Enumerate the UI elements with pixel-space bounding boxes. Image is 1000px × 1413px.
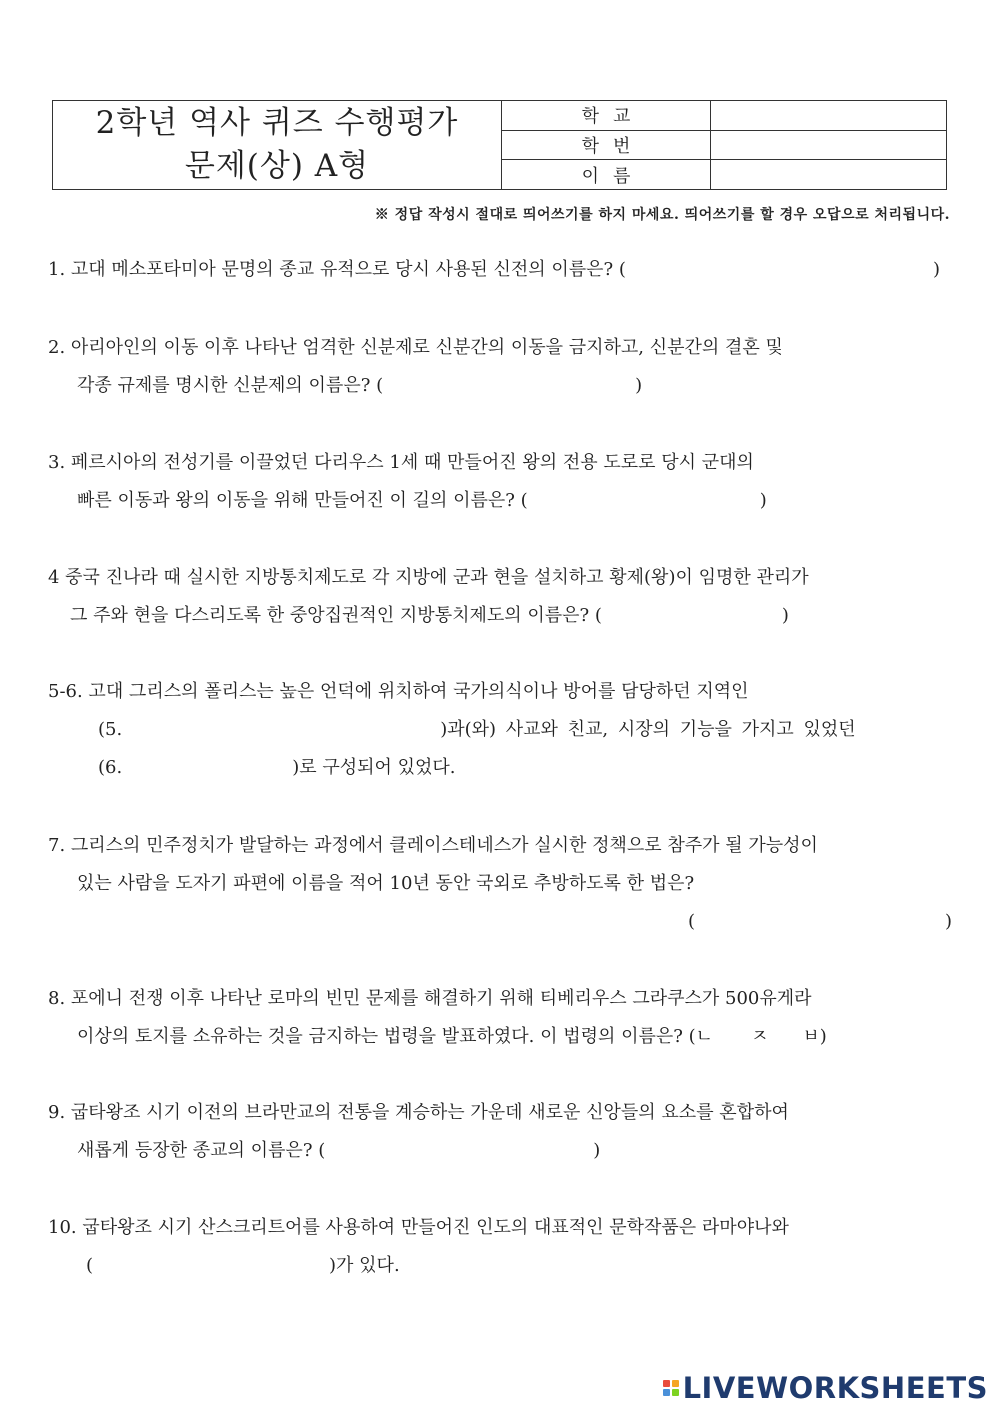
hint-bieup: ㅂ): [802, 1026, 827, 1047]
blank-close: ): [944, 911, 952, 932]
blank-close: ): [635, 375, 643, 396]
blank-open: (: [687, 911, 695, 932]
question-text: 있는 사람을 도자기 파편에 이름을 적어 10년 동안 국외로 추방하도록 한 법은?: [77, 873, 695, 894]
answer-blank-3[interactable]: [528, 482, 760, 520]
question-text: 9. 굽타왕조 시기 이전의 브라만교의 전통을 계승하는 가운데 새로운 신앙들의 요소를 혼합하여: [48, 1102, 789, 1123]
question-text: 이상의 토지를 소유하는 것을 금지하는 법령을 발표하였다. 이 법령의 이름은? (ㄴ: [77, 1026, 714, 1047]
question-text: 그 주와 현을 다스리도록 한 중앙집권적인 지방통치제도의 이름은? (: [70, 605, 602, 626]
logo-text: LIVEWORKSHEETS: [682, 1371, 988, 1405]
question-text: 빠른 이동과 왕의 이동을 위해 만들어진 이 길의 이름은? (: [77, 490, 528, 511]
question-text: )가 있다.: [329, 1255, 400, 1276]
question-9: [48, 1094, 952, 1170]
question-text: 5-6. 고대 그리스의 폴리스는 높은 언덕에 위치하여 국가의식이나 방어를 담당하던 지역인: [48, 681, 749, 702]
question-10: [48, 1209, 952, 1285]
answer-blank-8a[interactable]: [713, 1018, 751, 1056]
info-label: 학교: [502, 101, 711, 130]
answer-blank-9[interactable]: [325, 1132, 593, 1170]
blank-open-10: (: [86, 1255, 94, 1276]
answer-blank-5[interactable]: [122, 711, 440, 749]
answer-blank-8b[interactable]: [768, 1018, 802, 1056]
question-text: )과(와) 사교와 친교, 시장의 기능을 가지고 있었던: [440, 719, 856, 740]
question-text: 8. 포에니 전쟁 이후 나타난 로마의 빈민 문제를 해결하기 위해 티베리우스 그라쿠스가 500유게라: [48, 988, 812, 1009]
question-7: [48, 827, 952, 941]
question-text: 각종 규제를 명시한 신분제의 이름은? (: [77, 375, 384, 396]
answer-blank-1[interactable]: [626, 251, 933, 289]
info-row-name: [502, 160, 946, 189]
blank-close: ): [781, 605, 789, 626]
info-label: 학번: [502, 131, 711, 160]
question-text: 7. 그리스의 민주정치가 발달하는 과정에서 클레이스테네스가 실시한 정책으로 참주가 될 가능성이: [48, 835, 818, 856]
question-3: [48, 444, 952, 520]
info-label: 이름: [502, 160, 711, 189]
answer-blank-2[interactable]: [383, 367, 635, 405]
question-text: 4 중국 진나라 때 실시한 지방통치제도로 각 지방에 군과 현을 설치하고 황제(왕)이 임명한 관리가: [48, 567, 809, 588]
question-text: 1. 고대 메소포타미아 문명의 종교 유적으로 당시 사용된 신전의 이름은? (: [48, 259, 626, 280]
title-line-2: 문제(상) A형: [184, 148, 370, 184]
title-line-1: 2학년 역사 퀴즈 수행평가: [95, 105, 459, 141]
question-text: 10. 굽타왕조 시기 산스크리트어를 사용하여 만들어진 인도의 대표적인 문학작품은 라마야나와: [48, 1217, 789, 1238]
student-info: [502, 101, 946, 189]
question-4: [48, 559, 952, 635]
question-2: [48, 329, 952, 405]
info-row-school: [502, 101, 946, 131]
question-text: 새롭게 등장한 종교의 이름은? (: [77, 1140, 326, 1161]
liveworksheets-logo: [663, 1371, 988, 1405]
info-row-student-number: [502, 131, 946, 161]
header-table: [52, 100, 947, 190]
question-text: 2. 아리아인의 이동 이후 나타난 엄격한 신분제로 신분간의 이동을 금지하고, 신분간의 결혼 및: [48, 337, 783, 358]
question-text: )로 구성되어 있었다.: [292, 757, 456, 778]
question-text: 3. 페르시아의 전성기를 이끌었던 다리우스 1세 때 만들어진 왕의 전용 도로로 당시 군대의: [48, 452, 754, 473]
question-8: [48, 980, 952, 1056]
school-field[interactable]: [711, 101, 946, 130]
blank-close: ): [932, 259, 940, 280]
answer-blank-7[interactable]: [695, 903, 945, 941]
blank-close: ): [593, 1140, 601, 1161]
spacing-notice: ※ 정답 작성시 절대로 띄어쓰기를 하지 마세요. 띄어쓰기를 할 경우 오답으로 처리됩니다.: [374, 207, 950, 223]
blank-open-5: (5.: [98, 719, 123, 740]
worksheet-title: [53, 101, 502, 189]
answer-blank-4[interactable]: [602, 597, 782, 635]
question-5-6: [48, 673, 952, 787]
name-field[interactable]: [711, 160, 946, 189]
student-number-field[interactable]: [711, 131, 946, 160]
hint-jieut: ㅈ: [751, 1026, 769, 1047]
answer-blank-10[interactable]: [93, 1247, 329, 1285]
question-1: [48, 251, 952, 289]
answer-blank-6[interactable]: [122, 749, 292, 787]
blank-open-6: (6.: [98, 757, 123, 778]
logo-mark-icon: [663, 1380, 679, 1396]
blank-close: ): [759, 490, 767, 511]
